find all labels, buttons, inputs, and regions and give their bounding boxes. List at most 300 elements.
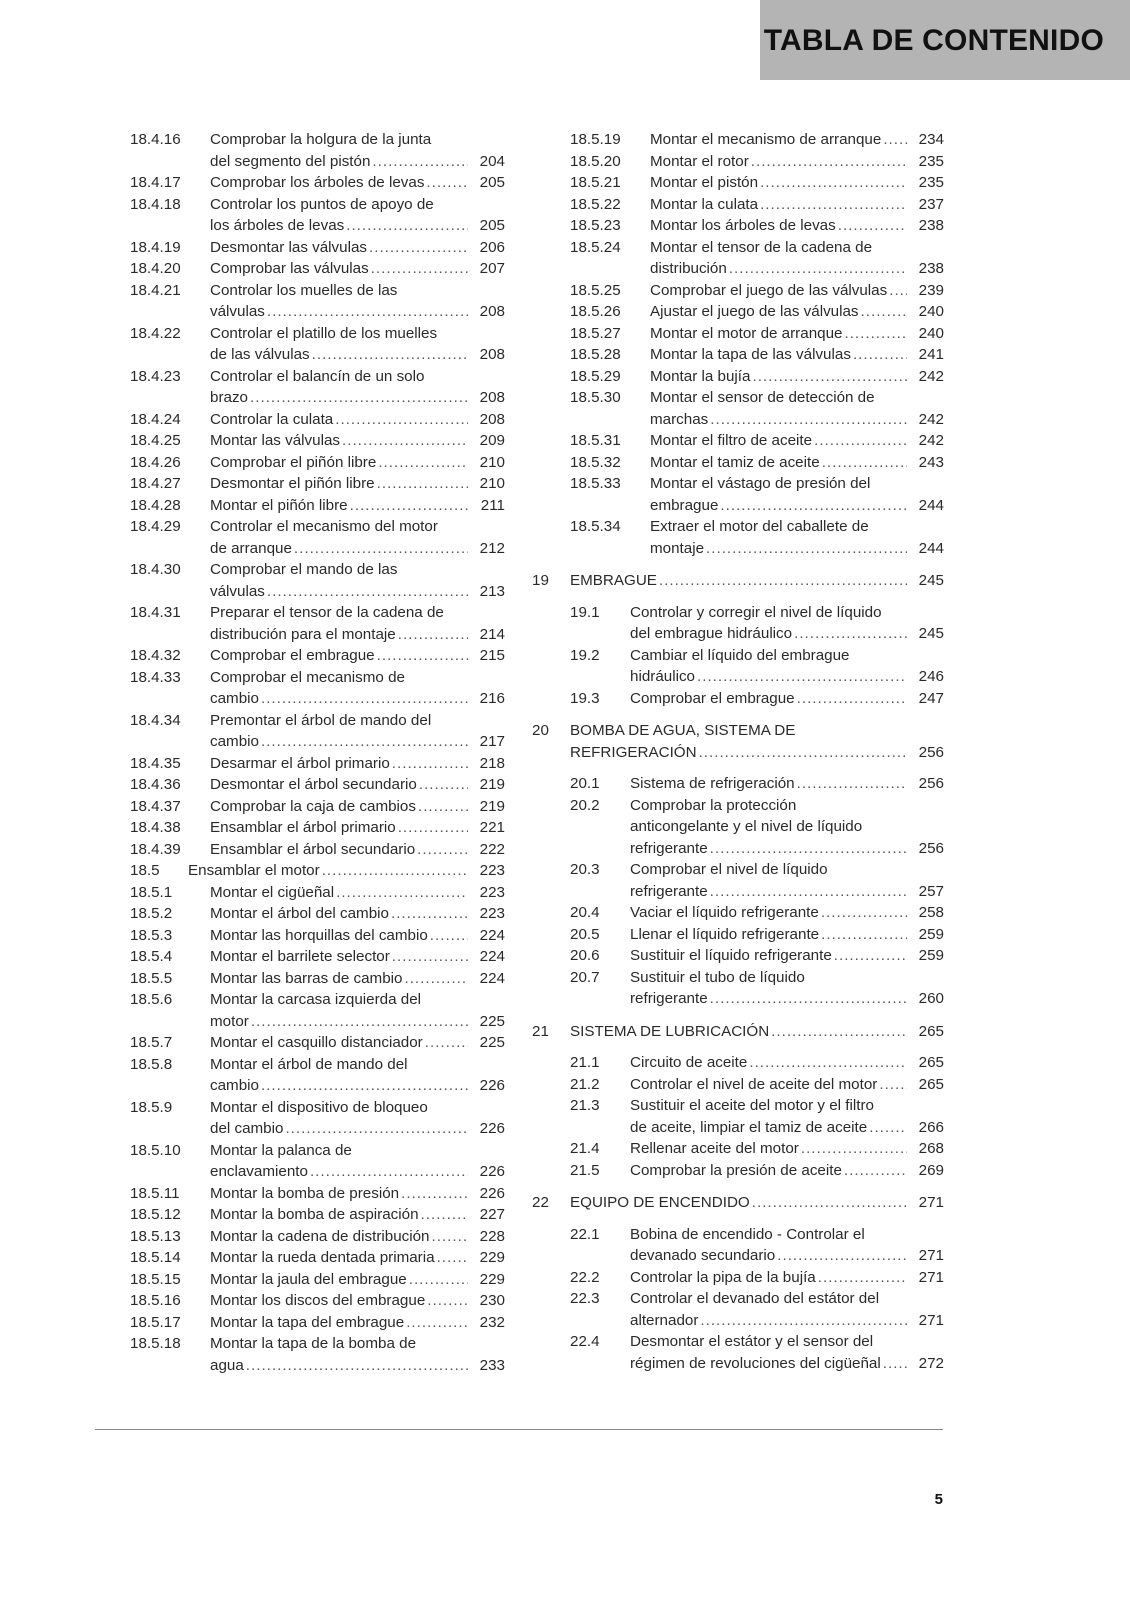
dot-leader <box>251 1011 468 1033</box>
toc-entry-number: 18.5.3 <box>130 926 173 944</box>
toc-entry-number: 20.1 <box>570 775 600 792</box>
toc-entry-page: 221 <box>479 819 505 836</box>
toc-entry[interactable] <box>130 194 505 237</box>
toc-entry-page: 271 <box>918 1268 944 1286</box>
toc-entry[interactable] <box>532 344 944 366</box>
toc-entry[interactable] <box>130 1269 505 1291</box>
toc-entry-page: 271 <box>918 1194 944 1211</box>
toc-entry[interactable] <box>532 1288 944 1331</box>
toc-entry-page: 240 <box>918 303 944 320</box>
toc-entry-number: 18.5.18 <box>130 1335 181 1352</box>
toc-entry-page: 226 <box>479 1163 505 1180</box>
toc-entry-number: 18.4.33 <box>130 668 181 686</box>
toc-chapter[interactable] <box>532 1021 944 1043</box>
toc-entry-title-line: Montar las válvulas <box>210 432 340 449</box>
toc-entry[interactable] <box>532 237 944 280</box>
toc-entry-title-line: Controlar el balancín de un solo <box>210 367 425 385</box>
toc-chapter[interactable] <box>532 720 944 763</box>
toc-entry-title-line: Vaciar el líquido refrigerante <box>630 904 819 921</box>
toc-entry-number: 18.5.28 <box>570 346 621 363</box>
dot-leader <box>426 172 468 194</box>
toc-entry[interactable] <box>130 258 505 280</box>
toc-entry-page: 217 <box>479 733 505 750</box>
toc-entry-page: 224 <box>479 948 505 965</box>
header-banner <box>760 0 1130 80</box>
toc-entry-number: 18.5.14 <box>130 1249 181 1266</box>
toc-entry-page: 238 <box>918 217 944 234</box>
toc-entry[interactable] <box>130 839 505 861</box>
toc-entry-title-line: Sustituir el líquido refrigerante <box>630 947 832 964</box>
toc-entry[interactable] <box>532 1095 944 1138</box>
toc-entry[interactable] <box>532 924 944 946</box>
toc-entry-page: 271 <box>918 1311 944 1329</box>
toc-entry-page: 242 <box>918 367 944 385</box>
dot-leader <box>342 430 468 452</box>
toc-entry-page: 215 <box>479 647 505 664</box>
toc-entry-number: 22.3 <box>570 1290 600 1307</box>
toc-entry-title-line: Rellenar aceite del motor <box>630 1140 799 1157</box>
toc-entry[interactable] <box>532 387 944 430</box>
toc-entry[interactable] <box>532 1331 944 1374</box>
toc-entry-title-line: Sistema de refrigeración <box>630 775 795 792</box>
toc-entry-title-line: anticongelante y el nivel de líquido <box>630 818 863 835</box>
toc-entry[interactable] <box>130 1032 505 1054</box>
toc-entry-page: 240 <box>918 324 944 342</box>
dot-leader <box>322 860 468 882</box>
toc-entry-title-line: enclavamiento <box>210 1163 308 1180</box>
toc-entry-title-line: Montar la bomba de aspiración <box>210 1206 419 1223</box>
dot-leader <box>261 688 468 710</box>
toc-entry-title-line: Controlar los puntos de apoyo de <box>210 195 434 213</box>
toc-entry-page: 246 <box>918 668 944 685</box>
toc-entry-page: 265 <box>918 1022 944 1040</box>
dot-leader <box>751 151 907 173</box>
dot-leader <box>267 581 468 603</box>
toc-entry[interactable] <box>130 366 505 409</box>
toc-entry-number: 22.4 <box>570 1333 600 1350</box>
toc-entry[interactable] <box>130 860 505 882</box>
toc-entry-page: 258 <box>918 904 944 921</box>
toc-entry-page: 233 <box>479 1356 505 1374</box>
toc-entry-number: 18.5.29 <box>570 367 621 385</box>
toc-entry-number: 18.4.36 <box>130 776 181 793</box>
toc-entry-title-line: Sustituir el aceite del motor y el filtro <box>630 1097 874 1114</box>
dot-leader <box>838 215 907 237</box>
toc-entry-number: 22.2 <box>570 1268 600 1286</box>
toc-entry-title-line: Montar la jaula del embrague <box>210 1270 407 1288</box>
toc-entry-page: 225 <box>479 1034 505 1051</box>
dot-leader <box>853 344 907 366</box>
toc-entry[interactable] <box>532 516 944 559</box>
toc-entry[interactable] <box>130 1054 505 1097</box>
toc-entry[interactable] <box>130 925 505 947</box>
toc-entry-number: 18.4.39 <box>130 840 181 858</box>
toc-entry-title-line: Comprobar el piñón libre <box>210 453 377 471</box>
toc-entry-number: 18.5.9 <box>130 1098 173 1116</box>
toc-entry[interactable] <box>130 409 505 431</box>
toc-entry-page: 210 <box>479 475 505 492</box>
toc-entry[interactable] <box>532 602 944 645</box>
toc-entry-number: 18.4.18 <box>130 195 181 213</box>
toc-entry-title-line: Premontar el árbol de mando del <box>210 711 432 729</box>
toc-entry[interactable] <box>532 1224 944 1267</box>
dot-leader <box>398 624 468 646</box>
toc-entry-page: 259 <box>918 947 944 964</box>
toc-entry-title-line: del embrague hidráulico <box>630 625 793 642</box>
toc-entry-page: 257 <box>918 882 944 900</box>
toc-entry[interactable] <box>532 645 944 688</box>
toc-entry[interactable] <box>130 1140 505 1183</box>
toc-entry[interactable] <box>532 1138 944 1160</box>
dot-leader <box>760 172 907 194</box>
toc-entry-number: 18.4.37 <box>130 797 181 815</box>
dot-leader <box>392 946 468 968</box>
toc-entry-number: 18.4.28 <box>130 496 181 514</box>
toc-entry[interactable] <box>130 817 505 839</box>
toc-entry[interactable] <box>130 1226 505 1248</box>
toc-entry[interactable] <box>532 194 944 216</box>
toc-entry[interactable] <box>532 366 944 388</box>
toc-entry-title-line: Comprobar el embrague <box>630 689 795 707</box>
toc-entry-title-line: Comprobar el mando de las <box>210 561 398 578</box>
toc-entry[interactable] <box>532 323 944 345</box>
toc-entry[interactable] <box>130 1247 505 1269</box>
toc-entry[interactable] <box>532 172 944 194</box>
toc-entry-title-line: del cambio <box>210 1120 284 1137</box>
toc-entry[interactable] <box>130 237 505 259</box>
toc-entry-number: 18.5.11 <box>130 1184 180 1202</box>
toc-entry-title-line: válvulas <box>210 303 265 320</box>
toc-entry-page: 211 <box>480 496 505 514</box>
toc-entry-page: 208 <box>479 389 505 406</box>
toc-entry-number: 18.5.17 <box>130 1313 181 1331</box>
toc-entry-page: 208 <box>479 303 505 320</box>
toc-entry-title-line: Controlar la pipa de la bujía <box>630 1268 816 1286</box>
toc-entry[interactable] <box>532 902 944 924</box>
dot-leader <box>844 1160 907 1182</box>
toc-entry-page: 224 <box>479 926 505 944</box>
dot-leader <box>659 570 907 592</box>
toc-entry[interactable] <box>130 172 505 194</box>
toc-entry-number: 21.3 <box>570 1097 600 1114</box>
toc-entry[interactable] <box>532 1052 944 1074</box>
dot-leader <box>437 1247 468 1269</box>
dot-leader <box>720 495 907 517</box>
toc-entry-title-line: EMBRAGUE <box>570 572 657 589</box>
toc-chapter[interactable] <box>532 1192 944 1214</box>
toc-entry-number: 18.5.8 <box>130 1055 173 1073</box>
toc-entry-number: 18.4.26 <box>130 453 181 471</box>
toc-entry-title-line: Montar el dispositivo de bloqueo <box>210 1098 428 1116</box>
dot-leader <box>371 258 468 280</box>
toc-entry-page: 238 <box>918 260 944 277</box>
toc-entry-number: 21.2 <box>570 1075 600 1093</box>
toc-entry-title-line: Comprobar las válvulas <box>210 260 369 277</box>
toc-column-left <box>130 129 505 1376</box>
toc-entry-title-line: Desmontar las válvulas <box>210 238 367 256</box>
dot-leader <box>267 301 468 323</box>
dot-leader <box>427 1290 468 1312</box>
toc-entry-number: 20.4 <box>570 904 600 921</box>
toc-entry[interactable] <box>130 753 505 775</box>
toc-entry-page: 223 <box>479 862 505 879</box>
toc-entry[interactable] <box>130 710 505 753</box>
toc-entry[interactable] <box>130 774 505 796</box>
toc-entry-number: 21 <box>532 1022 549 1040</box>
toc-entry-title-line: Montar el mecanismo de arranque <box>650 131 882 148</box>
toc-entry-title-line: Montar la cadena de distribución <box>210 1227 430 1245</box>
dot-leader <box>883 1353 907 1375</box>
dot-leader <box>310 1161 468 1183</box>
toc-entry-number: 18.5.13 <box>130 1227 181 1245</box>
toc-entry-title-line: Controlar y corregir el nivel de líquido <box>630 603 882 621</box>
dot-leader <box>710 881 907 903</box>
toc-entry[interactable] <box>130 280 505 323</box>
toc-entry[interactable] <box>130 882 505 904</box>
toc-entry-number: 18.5.20 <box>570 152 621 170</box>
toc-entry-title-line: Montar el filtro de aceite <box>650 432 813 449</box>
toc-entry-page: 213 <box>479 582 505 600</box>
toc-entry[interactable] <box>130 903 505 925</box>
toc-entry-number: 18.5.26 <box>570 303 621 320</box>
toc-entry[interactable] <box>532 1267 944 1289</box>
dot-leader <box>834 945 907 967</box>
toc-entry[interactable] <box>532 859 944 902</box>
toc-entry[interactable] <box>130 1333 505 1376</box>
toc-entry-number: 18.5.34 <box>570 518 621 535</box>
dot-leader <box>861 301 907 323</box>
toc-entry-page: 243 <box>918 453 944 471</box>
toc-entry-title-line: Montar las horquillas del cambio <box>210 926 428 944</box>
toc-chapter[interactable] <box>532 570 944 592</box>
toc-entry-title-line: Controlar la culata <box>210 410 334 428</box>
toc-entry[interactable] <box>130 516 505 559</box>
toc-entry[interactable] <box>532 773 944 795</box>
toc-entry-title-line: Preparar el tensor de la cadena de <box>210 604 444 621</box>
toc-entry[interactable] <box>532 688 944 710</box>
toc-entry-title-line: Ensamblar el árbol secundario <box>210 840 416 858</box>
toc-entry[interactable] <box>532 1074 944 1096</box>
toc-entry-title-line: Ensamblar el motor <box>188 862 320 879</box>
toc-entry-page: 256 <box>918 775 944 792</box>
toc-entry-title-line: Montar el barrilete selector <box>210 948 390 965</box>
toc-entry-number: 18.4.22 <box>130 324 181 342</box>
toc-entry-page: 271 <box>918 1247 944 1264</box>
toc-entry-page: 223 <box>479 905 505 922</box>
dot-leader <box>844 323 907 345</box>
toc-entry-title-line: Controlar el nivel de aceite del motor <box>630 1075 878 1093</box>
toc-entry-page: 242 <box>918 410 944 428</box>
footer-divider <box>95 1429 943 1430</box>
toc-entry[interactable] <box>130 1204 505 1226</box>
toc-entry-title-line: Ajustar el juego de las válvulas <box>650 303 859 320</box>
toc-entry-title-line: SISTEMA DE LUBRICACIÓN <box>570 1022 770 1040</box>
toc-entry-page: 268 <box>918 1140 944 1157</box>
toc-entry-title-line: Montar la rueda dentada primaria <box>210 1249 435 1266</box>
toc-entry[interactable] <box>130 1290 505 1312</box>
toc-entry[interactable] <box>130 129 505 172</box>
toc-entry[interactable] <box>130 473 505 495</box>
dot-leader <box>378 452 468 474</box>
toc-entry[interactable] <box>532 430 944 452</box>
toc-entry[interactable] <box>532 452 944 474</box>
toc-entry-number: 18.5.5 <box>130 969 173 987</box>
toc-entry-title-line: Montar la tapa del embrague <box>210 1313 405 1331</box>
dot-leader <box>350 495 468 517</box>
toc-entry-page: 256 <box>918 743 944 761</box>
toc-entry[interactable] <box>130 430 505 452</box>
toc-entry-title-line: Montar el pistón <box>650 174 759 191</box>
toc-entry-title-line: Montar la bomba de presión <box>210 1184 400 1202</box>
toc-entry-number: 18.5.15 <box>130 1270 181 1288</box>
toc-entry-page: 226 <box>479 1077 505 1094</box>
toc-entry[interactable] <box>130 968 505 990</box>
toc-entry[interactable] <box>130 323 505 366</box>
toc-entry-page: 205 <box>479 217 505 234</box>
toc-entry-page: 269 <box>918 1161 944 1179</box>
toc-entry-number: 18.4.21 <box>130 281 181 299</box>
toc-entry-title-line: devanado secundario <box>630 1247 776 1264</box>
toc-entry-page: 244 <box>918 496 944 514</box>
toc-entry-title-line: Comprobar la holgura de la junta <box>210 131 432 148</box>
toc-entry-page: 209 <box>479 432 505 449</box>
toc-entry-page: 266 <box>918 1118 944 1136</box>
toc-entry-number: 21.5 <box>570 1161 600 1179</box>
toc-entry[interactable] <box>532 280 944 302</box>
dot-leader <box>432 1226 468 1248</box>
toc-entry-title-line: Montar el árbol de mando del <box>210 1055 408 1073</box>
toc-entry-title-line: Montar el motor de arranque <box>650 324 843 342</box>
toc-entry[interactable] <box>130 989 505 1032</box>
dot-leader <box>749 1052 907 1074</box>
toc-entry-number: 22 <box>532 1194 549 1211</box>
toc-entry-title-line: Llenar el líquido refrigerante <box>630 925 820 943</box>
toc-entry-title-line: embrague <box>650 496 719 514</box>
toc-entry[interactable] <box>130 1183 505 1205</box>
toc-entry-title-line: Controlar los muelles de las <box>210 281 398 299</box>
toc-entry-number: 18.5.23 <box>570 217 621 234</box>
toc-entry[interactable] <box>532 215 944 237</box>
toc-entry[interactable] <box>532 795 944 860</box>
toc-entry-title-line: Sustituir el tubo de líquido <box>630 968 805 986</box>
toc-entry[interactable] <box>130 1312 505 1334</box>
toc-entry-title-line: Cambiar el líquido del embrague <box>630 646 850 664</box>
toc-entry[interactable] <box>532 1160 944 1182</box>
toc-entry-number: 18.4.23 <box>130 367 181 385</box>
toc-entry-number: 18.4.38 <box>130 819 181 836</box>
toc-entry-page: 232 <box>479 1313 505 1331</box>
toc-entry-number: 20.3 <box>570 861 600 878</box>
dot-leader <box>398 817 468 839</box>
toc-entry-title-line: cambio <box>210 1077 259 1094</box>
toc-entry-page: 229 <box>479 1270 505 1288</box>
toc-entry-number: 19.1 <box>570 603 600 621</box>
toc-entry[interactable] <box>532 473 944 516</box>
toc-entry-number: 18.5.7 <box>130 1034 173 1051</box>
toc-entry[interactable] <box>532 151 944 173</box>
dot-leader <box>336 882 468 904</box>
toc-entry-title-line: Montar el cigüeñal <box>210 883 335 901</box>
toc-entry-title-line: Comprobar el mecanismo de <box>210 668 405 686</box>
toc-entry-title-line: Bobina de encendido - Controlar el <box>630 1225 865 1243</box>
toc-entry-title-line: brazo <box>210 389 248 406</box>
toc-entry-title-line: Montar la culata <box>650 195 759 213</box>
dot-leader <box>889 280 907 302</box>
toc-entry-number: 18.5.19 <box>570 131 621 148</box>
toc-entry[interactable] <box>532 129 944 151</box>
dot-leader <box>285 1118 468 1140</box>
page-title: TABLA DE CONTENIDO <box>763 24 1104 57</box>
toc-entry-title-line: de aceite, limpiar el tamiz de aceite <box>630 1118 868 1136</box>
toc-entry-page: 234 <box>918 131 944 148</box>
toc-entry-number: 18.5.32 <box>570 453 621 471</box>
toc-entry-page: 247 <box>918 689 944 707</box>
dot-leader <box>261 731 468 753</box>
toc-entry-page: 230 <box>479 1292 505 1309</box>
toc-entry-number: 18.5 <box>130 862 160 879</box>
toc-entry-title-line: de arranque <box>210 539 292 557</box>
toc-entry-number: 18.4.20 <box>130 260 181 277</box>
toc-entry-page: 216 <box>479 690 505 707</box>
toc-entry-number: 18.4.32 <box>130 647 181 664</box>
toc-entry-page: 222 <box>479 840 505 858</box>
toc-entry-title-line: Montar el tensor de la cadena de <box>650 238 873 256</box>
toc-entry[interactable] <box>532 967 944 1010</box>
toc-entry[interactable] <box>130 602 505 645</box>
toc-entry[interactable] <box>130 667 505 710</box>
toc-entry-page: 219 <box>479 797 505 815</box>
toc-entry-page: 219 <box>479 776 505 793</box>
toc-entry-number: 18.5.10 <box>130 1141 181 1159</box>
toc-entry-number: 18.5.25 <box>570 281 621 299</box>
toc-entry-page: 208 <box>479 346 505 363</box>
toc-entry-title-line: los árboles de levas <box>210 217 345 234</box>
toc-entry-title-line: Desarmar el árbol primario <box>210 754 390 772</box>
toc-entry-number: 18.4.19 <box>130 238 181 256</box>
dot-leader <box>818 1267 907 1289</box>
toc-entry-page: 272 <box>918 1354 944 1372</box>
toc-entry-title-line: Montar la bujía <box>650 367 751 385</box>
toc-entry-title-line: Controlar el devanado del estátor del <box>630 1290 880 1307</box>
toc-entry-title-line: Montar la tapa de la bomba de <box>210 1335 417 1352</box>
toc-entry-title-line: Montar el piñón libre <box>210 496 348 514</box>
toc-entry-title-line: agua <box>210 1356 244 1374</box>
toc-entry-page: 229 <box>479 1249 505 1266</box>
toc-entry-title-line: cambio <box>210 733 259 750</box>
toc-entry-page: 218 <box>479 754 505 772</box>
toc-entry-number: 18.4.25 <box>130 432 181 449</box>
toc-entry-page: 239 <box>918 281 944 299</box>
toc-entry[interactable] <box>130 559 505 602</box>
toc-entry-title-line: del segmento del pistón <box>210 152 371 170</box>
toc-entry-number: 18.5.31 <box>570 432 621 449</box>
toc-entry[interactable] <box>130 645 505 667</box>
dot-leader <box>797 688 907 710</box>
toc-entry[interactable] <box>532 301 944 323</box>
toc-entry[interactable] <box>130 946 505 968</box>
toc-entry[interactable] <box>130 495 505 517</box>
toc-entry-title-line: Montar la tapa de las válvulas <box>650 346 851 363</box>
dot-leader <box>879 1074 907 1096</box>
toc-entry[interactable] <box>130 452 505 474</box>
toc-entry[interactable] <box>532 945 944 967</box>
toc-entry[interactable] <box>130 1097 505 1140</box>
dot-leader <box>261 1075 468 1097</box>
dot-leader <box>406 1312 468 1334</box>
toc-entry-title-line: Comprobar el nivel de líquido <box>630 861 828 878</box>
toc-entry[interactable] <box>130 796 505 818</box>
toc-entry-number: 18.4.34 <box>130 711 181 729</box>
